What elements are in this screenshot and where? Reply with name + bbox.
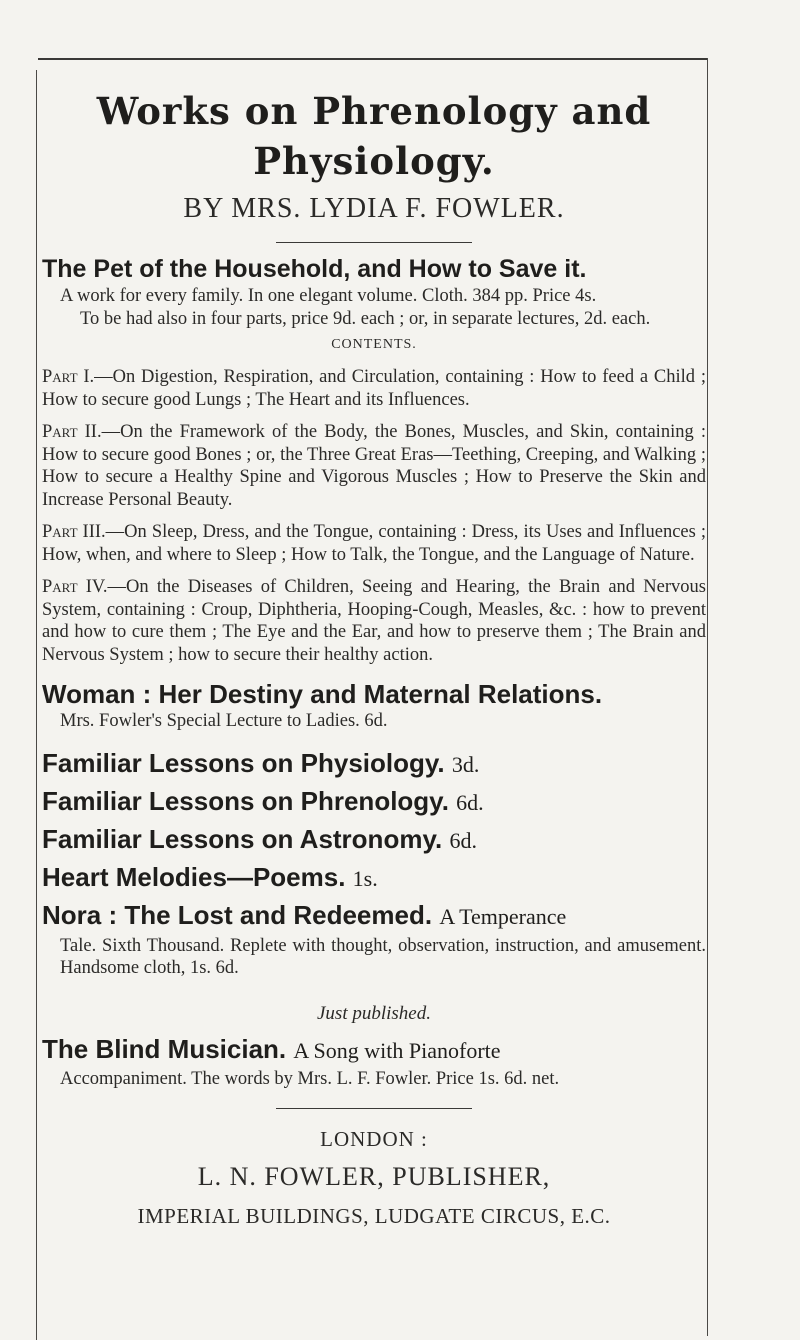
book-description: Mrs. Fowler's Special Lecture to Ladies. 6d. <box>60 711 388 731</box>
divider-rule <box>276 1108 472 1109</box>
book-heart-melodies <box>42 859 706 897</box>
part-label: Part III. <box>42 522 106 542</box>
book-lessons-phrenology <box>42 783 706 821</box>
author-byline: BY MRS. LYDIA F. FOWLER. <box>183 193 565 224</box>
contents-part-1 <box>42 366 706 411</box>
part-label: Part IV. <box>42 577 108 597</box>
publisher-name: L. N. FOWLER, PUBLISHER, <box>197 1162 551 1191</box>
part-label: Part II. <box>42 422 102 442</box>
border-left <box>36 70 37 1340</box>
contents-part-3 <box>42 521 706 566</box>
book-description: Accompaniment. The words by Mrs. L. F. Fowler. Price 1s. 6d. net. <box>60 1068 560 1089</box>
book-lessons-physiology <box>42 745 706 783</box>
book-title: The Pet of the Household, and How to Save it. <box>42 255 587 283</box>
book-price: 6d. <box>456 789 484 815</box>
book-title: The Blind Musician. <box>42 1033 287 1064</box>
part-text: —On the Diseases of Children, Seeing and Hearing, the Brain and Nervous System, containing : Croup, Diphtheria, Hooping-Cough, Measles, &c. : how to prevent and how to cure them ; The Eye and the Ear, and how to preserve them ; The Brain and Nervous System ; how to secure their healthy action. <box>42 577 706 665</box>
book-title: Woman : Her Destiny and Maternal Relations. <box>42 679 603 709</box>
book-parts-note: To be had also in four parts, price 9d. each ; or, in separate lectures, 2d. each. <box>80 308 651 329</box>
advertisement-page <box>42 66 706 1231</box>
book-woman <box>42 678 706 733</box>
book-price: 6d. <box>449 827 477 853</box>
book-price: 1s. <box>352 865 378 891</box>
book-description: A work for every family. In one elegant volume. Cloth. 384 pp. Price 4s. <box>60 286 597 306</box>
part-text: —On Sleep, Dress, and the Tongue, containing : Dress, its Uses and Influences ; How, when, and where to Sleep ; How to Talk, the Tongue, and the Language of Nature. <box>42 522 706 565</box>
part-label: Part I. <box>42 367 95 387</box>
book-title: Familiar Lessons on Phrenology. <box>42 785 449 816</box>
book-subtitle: A Song with Pianoforte <box>293 1037 501 1063</box>
part-text: —On the Framework of the Body, the Bones, Muscles, and Skin, containing : How to secure good Bones ; or, the Three Great Eras—Teething, Creeping, and Walking ; How to secure a Healthy Spine and Vigorous Muscles ; How to Preserve the Skin and Increase Personal Beauty. <box>42 422 706 510</box>
border-top <box>38 58 708 60</box>
book-title: Nora : The Lost and Redeemed. <box>42 899 433 930</box>
contents-part-4 <box>42 576 706 666</box>
part-text: —On Digestion, Respiration, and Circulation, containing : How to feed a Child ; How to secure good Lungs ; The Heart and its Influences. <box>42 367 707 410</box>
book-blind-musician <box>42 1032 706 1091</box>
book-price: 3d. <box>451 751 480 777</box>
publisher-address: IMPERIAL BUILDINGS, LUDGATE CIRCUS, E.C. <box>137 1204 611 1228</box>
border-right <box>707 58 708 1336</box>
book-pet-of-household <box>42 253 706 666</box>
just-published-label: Just published. <box>317 1002 431 1024</box>
divider-rule <box>276 242 472 243</box>
book-title: Familiar Lessons on Astronomy. <box>42 823 443 854</box>
publisher-city: LONDON : <box>320 1127 428 1151</box>
page-heading: Works on Phrenology and Physiology. <box>96 89 652 183</box>
book-lessons-astronomy <box>42 821 706 859</box>
book-subtitle: A Temperance <box>439 903 567 929</box>
book-title: Heart Melodies—Poems. <box>42 861 346 892</box>
book-nora <box>42 897 706 980</box>
contents-label: CONTENTS. <box>331 337 417 352</box>
book-description: Tale. Sixth Thousand. Replete with thought, observation, instruction, and amusement. Handsome cloth, 1s. 6d. <box>60 935 706 978</box>
book-title: Familiar Lessons on Physiology. <box>42 747 445 778</box>
contents-part-2 <box>42 421 706 511</box>
